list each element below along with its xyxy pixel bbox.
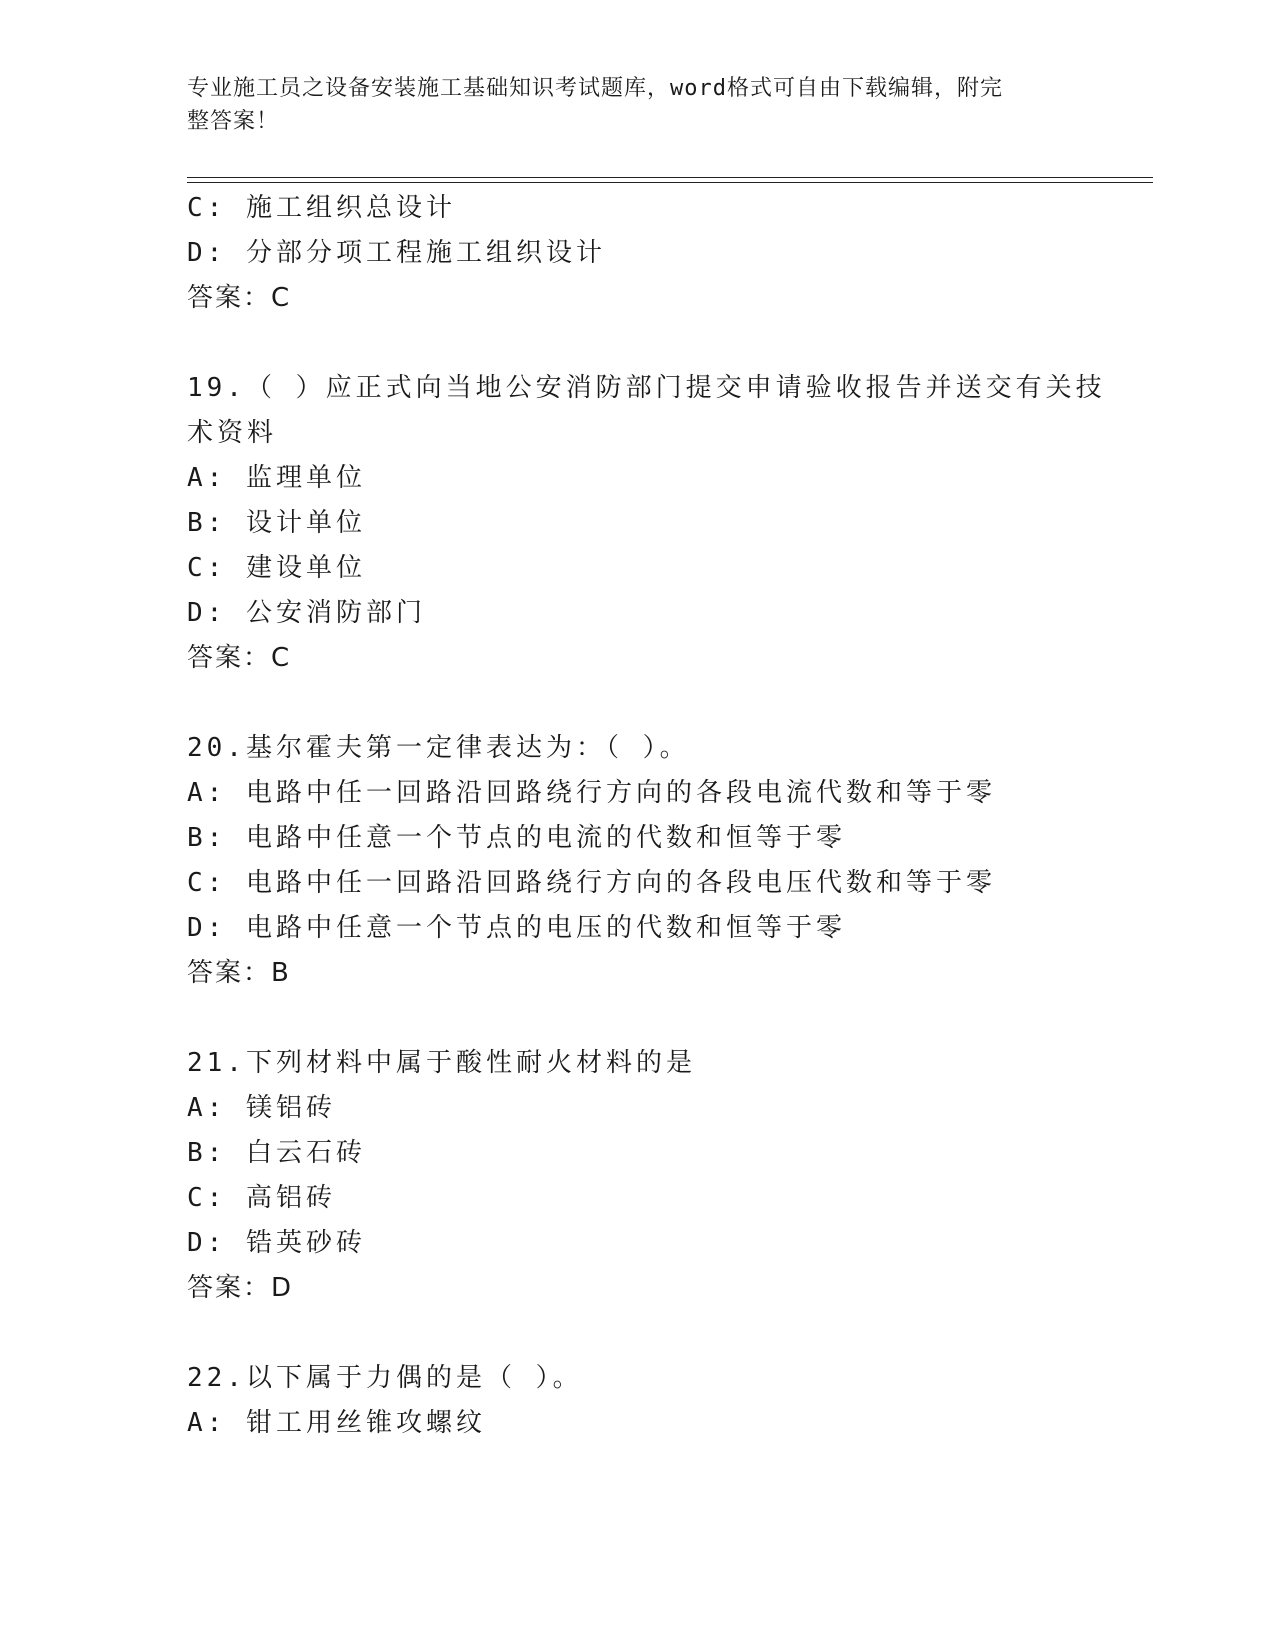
q19-option-d: D: 公安消防部门 xyxy=(187,598,426,628)
q22-stem: 22.以下属于力偶的是（ ）。 xyxy=(187,1363,583,1393)
q20-option-a: A: 电路中任一回路沿回路绕行方向的各段电流代数和等于零 xyxy=(187,778,996,808)
q18-option-d: D: 分部分项工程施工组织设计 xyxy=(187,238,606,268)
header-divider-bottom xyxy=(187,182,1153,183)
q20-option-b: B: 电路中任意一个节点的电流的代数和恒等于零 xyxy=(187,823,846,853)
q21-option-a: A: 镁铝砖 xyxy=(187,1093,336,1123)
header-title-line-1: 专业施工员之设备安装施工基础知识考试题库，word格式可自由下载编辑，附完 xyxy=(187,76,1003,101)
q21-option-d: D: 锆英砂砖 xyxy=(187,1228,366,1258)
q21-stem: 21.下列材料中属于酸性耐火材料的是 xyxy=(187,1048,696,1078)
q21-option-c: C: 高铝砖 xyxy=(187,1183,336,1213)
q20-option-c: C: 电路中任一回路沿回路绕行方向的各段电压代数和等于零 xyxy=(187,868,996,898)
q19-stem-line-2: 术资料 xyxy=(187,418,278,448)
header-title-line-2: 整答案！ xyxy=(187,109,280,134)
q18-answer: 答案：C xyxy=(187,283,292,313)
q22-option-a: A: 钳工用丝锥攻螺纹 xyxy=(187,1408,486,1438)
q20-answer: 答案：B xyxy=(187,958,291,988)
header-divider-top xyxy=(187,177,1153,178)
q20-stem: 20.基尔霍夫第一定律表达为：（ ）。 xyxy=(187,733,690,763)
q20-option-d: D: 电路中任意一个节点的电压的代数和恒等于零 xyxy=(187,913,846,943)
q19-stem-line-1: 19.（ ）应正式向当地公安消防部门提交申请验收报告并送交有关技 xyxy=(187,373,1106,403)
document-header xyxy=(187,72,1087,138)
q18-option-c: C: 施工组织总设计 xyxy=(187,193,456,223)
q19-option-a: A: 监理单位 xyxy=(187,463,366,493)
q21-option-b: B: 白云石砖 xyxy=(187,1138,366,1168)
q19-option-b: B: 设计单位 xyxy=(187,508,366,538)
q19-option-c: C: 建设单位 xyxy=(187,553,366,583)
q21-answer: 答案：D xyxy=(187,1273,294,1303)
q19-answer: 答案：C xyxy=(187,643,292,673)
